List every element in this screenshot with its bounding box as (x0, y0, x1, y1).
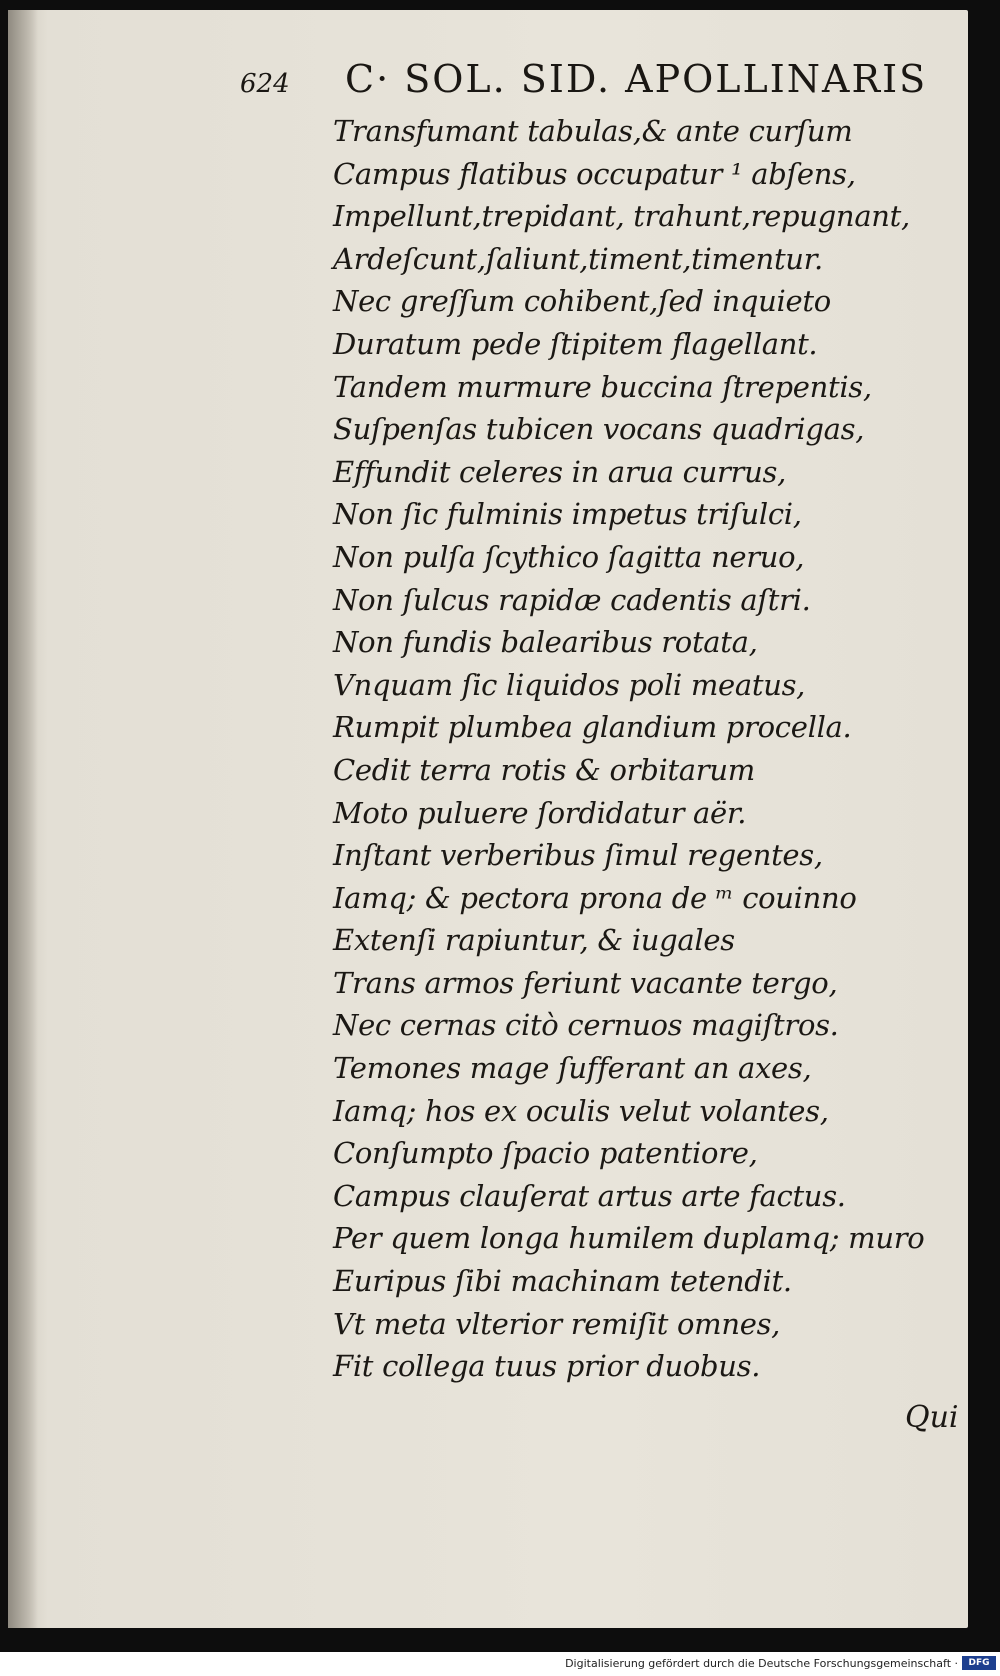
verse-line: Transfumant tabulas,& ante curſum (333, 114, 853, 148)
verse-line: Moto puluere ſordidatur aër. (333, 795, 747, 830)
page-number: 624 (240, 69, 290, 99)
verse-line: Vnquam ſic liquidos poli meatus, (333, 667, 806, 702)
funding-credit: Digitalisierung gefördert durch die Deutsche Forschungsgemeinschaft · (565, 1657, 958, 1670)
running-title: C· SOL. SID. APOLLINARIS (345, 57, 928, 101)
verse-line: Nec greſſum cohibent,ſed inquieto (333, 284, 831, 319)
catchword: Qui (905, 1400, 959, 1435)
verse-line: Campus flatibus occupatur ¹ abſens, (333, 156, 856, 191)
verse-line: Extenſi rapiuntur, & iugales (333, 923, 735, 958)
verse-line: Iamq; & pectora prona de ᵐ couinno (333, 880, 857, 915)
verse-line: Trans armos feriunt vacante tergo, (333, 965, 838, 1000)
verse-line: Non ſulcus rapidæ cadentis aſtri. (333, 582, 811, 617)
poem-verses (333, 110, 943, 1388)
verse-line: Iamq; hos ex oculis velut volantes, (333, 1093, 829, 1128)
verse-line: Vt meta vlterior remiſit omnes, (333, 1306, 781, 1341)
verse-line: Euripus ſibi machinam tetendit. (333, 1264, 792, 1299)
verse-line: Per quem longa humilem duplamq; muro (333, 1221, 925, 1256)
verse-line: Tandem murmure buccina ſtrepentis, (333, 369, 872, 404)
verse-line: Ardeſcunt,ſaliunt,timent,timentur. (333, 241, 823, 276)
dfg-logo: DFG (962, 1656, 996, 1670)
verse-line: Temones mage ſufferant an axes, (333, 1051, 812, 1086)
verse-line: Cedit terra rotis & orbitarum (333, 752, 755, 787)
verse-line: Nec cernas citò cernuos magiſtros. (333, 1008, 839, 1043)
verse-line: Effundit celeres in arua currus, (333, 454, 786, 489)
verse-line: Inſtant verberibus ſimul regentes, (333, 838, 823, 873)
verse-line: Non pulſa ſcythico ſagitta neruo, (333, 539, 805, 574)
verse-line: Non fundis balearibus rotata, (333, 625, 758, 660)
page-gutter-shadow (8, 10, 38, 1628)
verse-line: Suſpenſas tubicen vocans quadrigas, (333, 412, 865, 447)
verse-line: Duratum pede ſtipitem flagellant. (333, 326, 818, 361)
verse-line: Campus clauſerat artus arte factus. (333, 1178, 846, 1213)
verse-line: Non ſic fulminis impetus triſulci, (333, 497, 802, 532)
page-header (240, 55, 940, 105)
verse-line: Impellunt,trepidant, trahunt,repugnant, (333, 199, 910, 234)
verse-line: Rumpit plumbea glandium procella. (333, 710, 852, 745)
digitization-footer (0, 1652, 1000, 1676)
verse-line: Fit collega tuus prior duobus. (333, 1349, 761, 1384)
verse-line: Conſumpto ſpacio patentiore, (333, 1136, 758, 1171)
